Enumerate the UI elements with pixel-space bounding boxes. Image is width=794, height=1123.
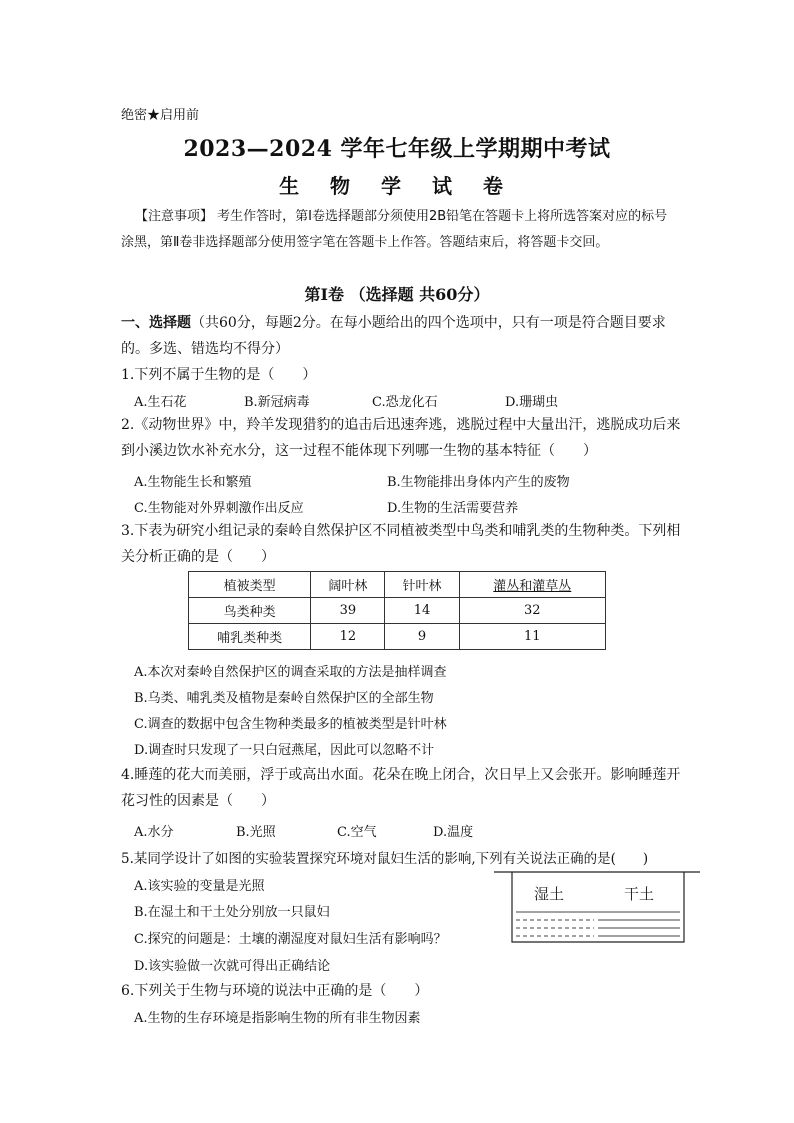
question-5-stem: 5.某同学设计了如图的实验装置探究环境对鼠妇生活的影响,下列有关说法正确的是( )	[121, 851, 649, 867]
table-cell: 32	[459, 598, 605, 624]
table-row	[189, 624, 606, 650]
question-5-option-c: C.探究的问题是：土壤的潮湿度对鼠妇生活有影响吗？	[134, 932, 447, 947]
table-header-cell: 植被类型	[189, 572, 311, 598]
question-4-option-b: B.光照	[236, 825, 276, 840]
question-5-option-b: B.在湿土和干土处分别放一只鼠妇	[134, 905, 330, 920]
notice-label: 【注意事项】	[135, 209, 214, 224]
question-2-option-b: B.生物能排出身体内产生的废物	[387, 475, 570, 490]
question-1-option-b: B.新冠病毒	[244, 395, 310, 410]
question-2-stem: 2.《动物世界》中，羚羊发现猎豹的追击后迅速奔逃，逃脱过程中大量出汗，逃脱成功后来到小溪边饮水补充水分，这一过程不能体现下列哪一生物的基本特征（ ）	[121, 417, 681, 459]
section-text: （共60分，每题2分。在每小题给出的四个选项中，只有一项是符合题目要求的。多选、错选均不得分）	[121, 315, 666, 357]
question-4-option-a: A.水分	[134, 825, 174, 840]
table-cell: 鸟类种类	[189, 598, 311, 624]
notice-paragraph	[121, 204, 677, 256]
question-4-option-c: C.空气	[337, 825, 377, 840]
question-1-option-c: C.恐龙化石	[372, 395, 438, 410]
part-heading: 第Ⅰ卷 （选择题 共60分）	[304, 285, 490, 304]
table-cell: 39	[311, 598, 385, 624]
question-5-option-a: A.该实验的变量是光照	[134, 879, 265, 894]
question-3-option-a: A.本次对秦岭自然保护区的调查采取的方法是抽样调查	[134, 665, 447, 680]
figure-box	[512, 872, 684, 942]
table-header-cell: 灌丛和灌草丛	[459, 572, 605, 598]
table-header-row	[189, 572, 606, 598]
notice-text: 考生作答时，第Ⅰ卷选择题部分须使用2B铅笔在答题卡上将所选答案对应的标号涂黑，第Ⅱ卷非选择题部分使用签字笔在答题卡上作答。答题结束后，将答题卡交回。	[121, 209, 668, 250]
section-label: 一、选择题	[121, 315, 191, 331]
table-cell: 9	[385, 624, 459, 650]
table-cell: 哺乳类种类	[189, 624, 311, 650]
question-5-option-d: D.该实验做一次就可得出正确结论	[134, 959, 331, 974]
section-instructions	[121, 310, 681, 362]
question-2-option-d: D.生物的生活需要营养	[387, 501, 519, 516]
question-2-option-a: A.生物能生长和繁殖	[134, 475, 252, 490]
confidential-mark: 绝密★启用前	[121, 108, 200, 123]
exam-subtitle: 生 物 学 试 卷	[279, 174, 515, 198]
table-cell: 14	[385, 598, 459, 624]
table-cell: 11	[459, 624, 605, 650]
table-row	[189, 598, 606, 624]
table-header-cell: 阔叶林	[311, 572, 385, 598]
question-4-option-d: D.温度	[433, 825, 474, 840]
question-2-option-c: C.生物能对外界刺激作出反应	[134, 501, 304, 516]
question-1-stem: 1.下列不属于生物的是（ ）	[121, 367, 317, 383]
question-6-option-a: A.生物的生存环境是指影响生物的所有非生物因素	[134, 1011, 421, 1026]
soil-experiment-diagram	[494, 870, 704, 946]
question-4-stem: 4.睡莲的花大而美丽，浮于或高出水面。花朵在晚上闭合，次日早上又会张开。影响睡莲开花习性的因素是（ ）	[121, 767, 681, 809]
question-1-option-a: A.生石花	[134, 395, 187, 410]
dry-soil-label: 干土	[624, 885, 655, 903]
wet-soil-label: 湿土	[534, 885, 565, 903]
species-table	[188, 571, 606, 650]
question-3-option-d: D.调查时只发现了一只白冠燕尾，因此可以忽略不计	[134, 743, 435, 758]
table-header-cell: 针叶林	[385, 572, 459, 598]
question-3-option-b: B.乌类、哺乳类及植物是秦岭自然保护区的全部生物	[134, 691, 434, 706]
exam-title: 2023—2024 学年七年级上学期期中考试	[183, 136, 611, 162]
question-3-stem: 3.下表为研究小组记录的秦岭自然保护区不同植被类型中鸟类和哺乳类的生物种类。下列相关分析正确的是（ ）	[121, 523, 681, 565]
question-1-option-d: D.珊瑚虫	[505, 395, 559, 410]
question-3-option-c: C.调查的数据中包含生物种类最多的植被类型是针叶林	[134, 717, 447, 732]
question-6-stem: 6.下列关于生物与环境的说法中正确的是（ ）	[121, 983, 429, 999]
table-cell: 12	[311, 624, 385, 650]
